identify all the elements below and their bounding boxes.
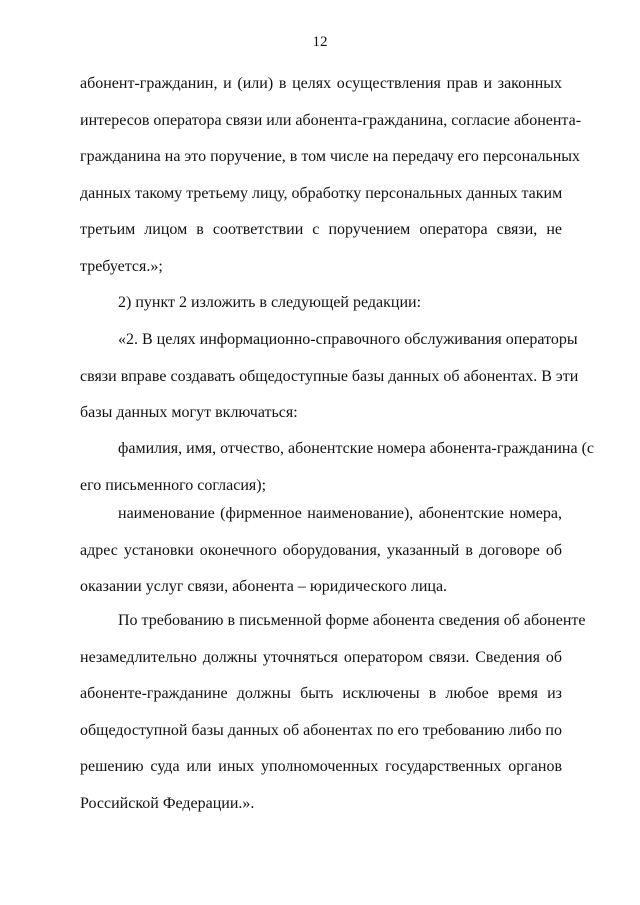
text-line: оказании услуг связи, абонента – юридического лица. bbox=[80, 578, 448, 595]
text-line: третьим лицом в соответствии с поручением оператора связи, не bbox=[80, 221, 562, 238]
text-line: По требованию в письменной форме абонента сведения об абоненте bbox=[118, 612, 586, 629]
text-line: гражданина на это поручение, в том числе на передачу его персональных bbox=[80, 148, 581, 165]
text-line: требуется.»; bbox=[80, 257, 163, 275]
text-line: общедоступной базы данных об абонентах по его требованию либо по bbox=[80, 721, 562, 739]
text-line: адрес установки оконечного оборудования, указанный в договоре об bbox=[80, 541, 562, 559]
text-line: базы данных могут включаться: bbox=[80, 404, 298, 421]
text-line: наименование (фирменное наименование), абонентские номера, bbox=[118, 505, 562, 522]
text-line: данных такому третьему лицу, обработку персональных данных таким bbox=[80, 184, 563, 202]
paragraph-subscriber-request bbox=[80, 603, 586, 822]
text-line: абоненте-гражданине должны быть исключены в любое время из bbox=[80, 685, 562, 702]
paragraph-continuation bbox=[80, 66, 582, 285]
text-line: «2. В целях информационно-справочного обслуживания операторы bbox=[118, 331, 578, 348]
text-line: фамилия, имя, отчество, абонентские номера абонента-гражданина (с bbox=[118, 440, 595, 457]
text-line: 2) пункт 2 изложить в следующей редакции: bbox=[118, 294, 422, 311]
paragraph-legal-entity-data bbox=[80, 496, 562, 606]
paragraph-clause-2 bbox=[80, 322, 579, 432]
page-number: 12 bbox=[312, 34, 328, 50]
text-line: его письменного согласия); bbox=[80, 476, 267, 494]
text-line: Российской Федерации.». bbox=[80, 794, 255, 812]
text-line: незамедлительно должны уточняться оператором связи. Сведения об bbox=[80, 648, 562, 666]
text-line: интересов оператора связи или абонента-гражданина, согласие абонента- bbox=[80, 111, 582, 129]
paragraph-item-2 bbox=[80, 285, 562, 322]
text-line: связи вправе создавать общедоступные базы данных об абонентах. В эти bbox=[80, 367, 579, 385]
paragraph-individual-data bbox=[80, 431, 595, 504]
text-line: абонент-гражданин, и (или) в целях осуществления прав и законных bbox=[80, 75, 562, 92]
text-line: решению суда или иных уполномоченных государственных органов bbox=[80, 758, 562, 775]
